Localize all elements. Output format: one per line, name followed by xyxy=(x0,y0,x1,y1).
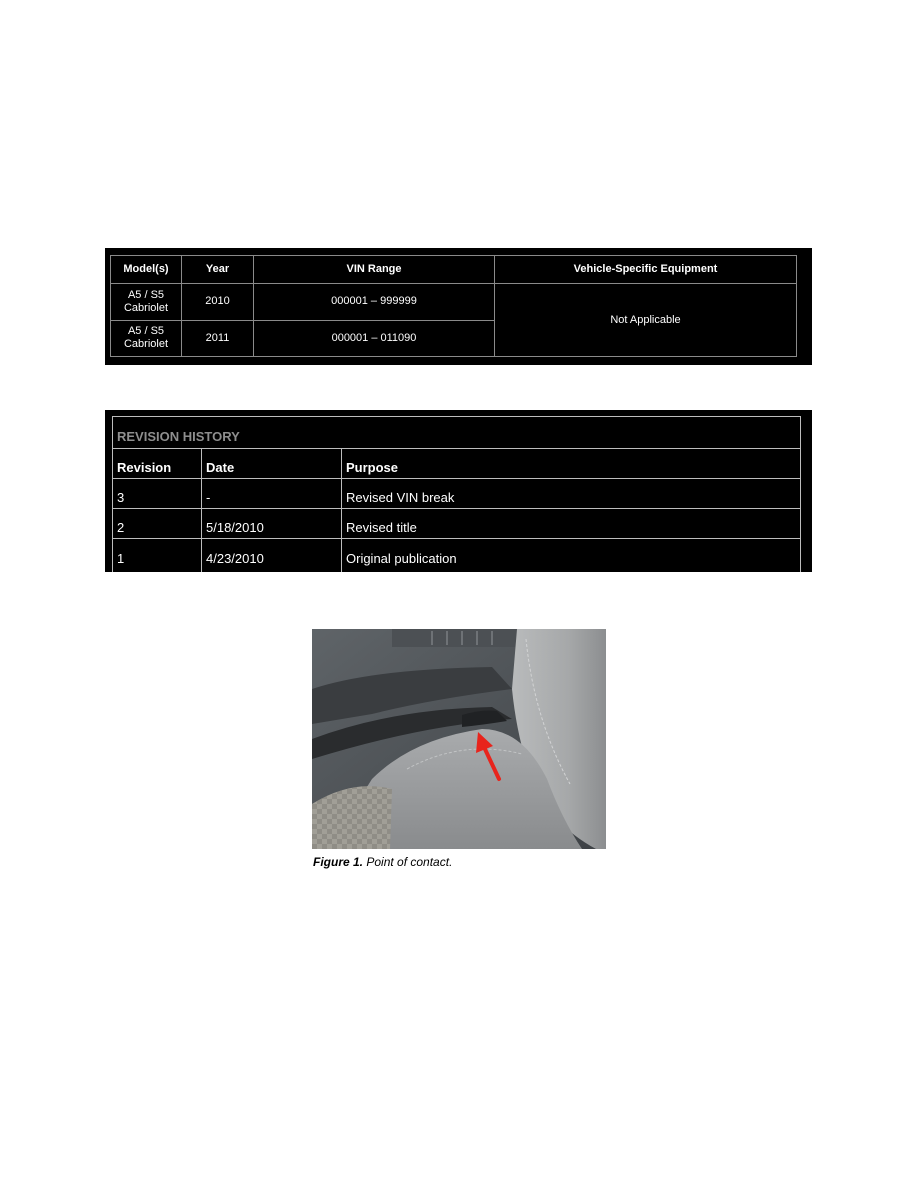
table-row xyxy=(113,508,801,538)
equipment-cell: Not Applicable xyxy=(495,284,797,357)
figure-caption xyxy=(313,855,452,869)
seat-photo-illustration xyxy=(312,629,606,849)
date-cell: - xyxy=(202,478,342,508)
header-year: Year xyxy=(182,256,254,284)
header-date: Date xyxy=(202,448,342,478)
model-cell xyxy=(111,320,182,357)
purpose-cell: Original publication xyxy=(342,538,801,572)
revision-history-table xyxy=(112,416,801,572)
revision-history-panel xyxy=(105,410,812,572)
year-cell: 2011 xyxy=(182,320,254,357)
table-row xyxy=(111,284,797,321)
vin-range-cell: 000001 – 011090 xyxy=(254,320,495,357)
figure-label: Figure 1. xyxy=(313,855,364,869)
revision-cell: 3 xyxy=(113,478,202,508)
figure-photo xyxy=(312,629,606,849)
revision-cell: 2 xyxy=(113,508,202,538)
applicability-table-panel xyxy=(105,248,812,365)
model-line1: A5 / S5 xyxy=(127,325,165,338)
header-purpose: Purpose xyxy=(342,448,801,478)
purpose-cell: Revised VIN break xyxy=(342,478,801,508)
model-line2: Cabriolet xyxy=(123,301,169,314)
date-cell: 4/23/2010 xyxy=(202,538,342,572)
revision-header-row xyxy=(113,448,801,478)
model-line1: A5 / S5 xyxy=(127,288,165,301)
date-cell: 5/18/2010 xyxy=(202,508,342,538)
applicability-table xyxy=(110,255,797,357)
model-cell xyxy=(111,284,182,321)
model-line2: Cabriolet xyxy=(123,338,169,351)
table-row xyxy=(113,538,801,572)
header-revision: Revision xyxy=(113,448,202,478)
revision-title-row xyxy=(113,417,801,449)
table-row xyxy=(113,478,801,508)
purpose-cell: Revised title xyxy=(342,508,801,538)
figure-description: Point of contact. xyxy=(363,855,453,869)
vin-range-cell: 000001 – 999999 xyxy=(254,284,495,321)
header-models: Model(s) xyxy=(111,256,182,284)
header-vehicle-equipment: Vehicle-Specific Equipment xyxy=(495,256,797,284)
header-vin-range: VIN Range xyxy=(254,256,495,284)
revision-cell: 1 xyxy=(113,538,202,572)
year-cell: 2010 xyxy=(182,284,254,321)
applicability-header-row xyxy=(111,256,797,284)
revision-history-title: REVISION HISTORY xyxy=(113,417,801,449)
